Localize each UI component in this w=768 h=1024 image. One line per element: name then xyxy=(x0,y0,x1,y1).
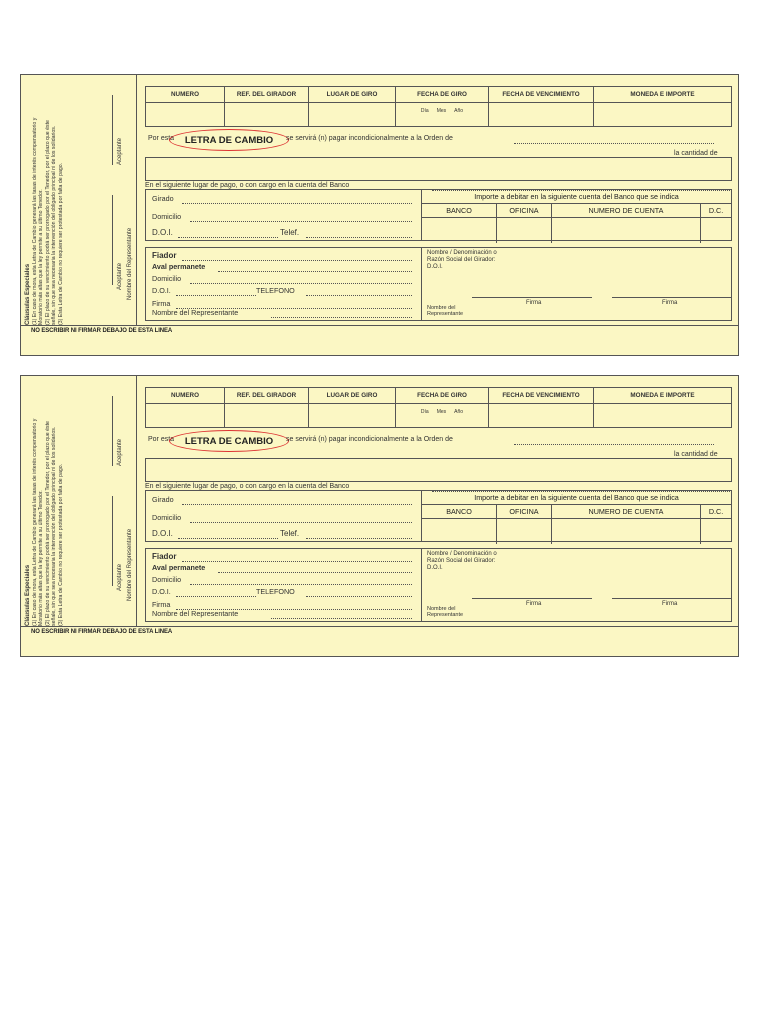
nombre-rep-line[interactable] xyxy=(271,618,412,619)
aval-line[interactable] xyxy=(218,271,412,272)
clause-1b: Moratorio más altas que la ley permite a su último Tenedor. xyxy=(38,490,45,626)
lugar-giro-cell[interactable] xyxy=(309,103,396,127)
nombre-del-label: Nombre del xyxy=(427,606,456,612)
bank-account-section xyxy=(421,190,731,240)
girado-line[interactable] xyxy=(182,504,412,505)
aceptante-label: Aceptante xyxy=(117,438,123,466)
clause-2b: señale, sin que sea necesaria la intervención del obligado principal ni de los solidarios. xyxy=(51,125,58,325)
fiador-box xyxy=(145,247,732,321)
aceptante-line xyxy=(112,396,113,466)
lugar-pago-label: En el siguiente lugar de pago, o con cargo en la cuenta del Banco xyxy=(145,182,350,189)
nombre-denominacion-label: Nombre / Denominación o xyxy=(427,551,497,557)
col-numero: NUMERO xyxy=(146,87,225,103)
clause-1a: (1) En caso de mora, esta Letra de Cambio generará las tasas de interés compensatorio y xyxy=(31,418,38,626)
fiador-label: Fiador xyxy=(152,251,177,260)
domicilio2-label: Domicilio xyxy=(152,575,182,584)
aval-line[interactable] xyxy=(218,572,412,573)
por-esta-label: Por esta xyxy=(148,436,175,443)
oficina-cell[interactable] xyxy=(497,519,552,545)
por-esta-label: Por esta xyxy=(148,135,175,142)
fiador-box xyxy=(145,548,732,622)
girado-box xyxy=(145,189,732,241)
domicilio-label: Domicilio xyxy=(152,212,182,221)
col-lugar-giro: LUGAR DE GIRO xyxy=(309,388,396,404)
doi2-label: D.O.I. xyxy=(152,286,171,295)
firma2-line[interactable] xyxy=(612,297,732,298)
letra-de-cambio-title: LETRA DE CAMBIO xyxy=(169,129,289,151)
domicilio-label: Domicilio xyxy=(152,513,182,522)
anio-label: Año xyxy=(454,409,464,415)
se-servira-label: se servirá (n) pagar incondicionalmente a la Orden de xyxy=(286,135,453,142)
moneda-importe-cell[interactable] xyxy=(594,103,732,127)
aval-label: Aval permanete xyxy=(152,262,206,271)
moneda-importe-cell[interactable] xyxy=(594,404,732,428)
la-cantidad-de-label: la cantidad de xyxy=(674,451,718,458)
nombre-rep-label: Nombre del Representante xyxy=(152,609,239,618)
stub xyxy=(21,376,137,626)
dia-label: Día xyxy=(420,108,429,114)
col-lugar-giro: LUGAR DE GIRO xyxy=(309,87,396,103)
amount-box[interactable] xyxy=(145,458,732,482)
fiador-line[interactable] xyxy=(182,260,412,261)
mes-label: Mes xyxy=(436,108,447,114)
doi2-line[interactable] xyxy=(176,596,256,597)
col-ref-girador: REF. DEL GIRADOR xyxy=(225,87,309,103)
dc-cell[interactable] xyxy=(701,218,732,244)
stub-representative-label: Nombre del Representante xyxy=(127,227,133,300)
girador-section xyxy=(421,248,678,320)
no-write-strip xyxy=(21,626,738,656)
lugar-pago-label: En el siguiente lugar de pago, o con cargo en la cuenta del Banco xyxy=(145,483,350,490)
fecha-vencimiento-cell[interactable] xyxy=(489,103,594,127)
ref-girador-cell[interactable] xyxy=(225,404,309,428)
bill-of-exchange-form-2 xyxy=(20,375,739,657)
representante-label: Representante xyxy=(427,311,464,317)
no-escribir-label: NO ESCRIBIR NI FIRMAR DEBAJO DE ESTA LINEA xyxy=(31,629,173,635)
col-fecha-giro: FECHA DE GIRO xyxy=(396,388,489,404)
col-numero: NUMERO xyxy=(146,388,225,404)
girado-box xyxy=(145,490,732,542)
domicilio-line[interactable] xyxy=(190,221,412,222)
banco-cell[interactable] xyxy=(422,519,497,545)
domicilio2-line[interactable] xyxy=(190,283,412,284)
col-fecha-vencimiento: FECHA DE VENCIMIENTO xyxy=(489,388,594,404)
clause-2a: (2) El plazo de su vencimiento podrá ser prorrogado por el Tenedor, por el plazo que éste xyxy=(44,421,51,626)
oficina-header: OFICINA xyxy=(497,505,552,519)
clauses-title: Cláusulas Especiales xyxy=(25,564,31,626)
firma-label: Firma xyxy=(152,600,171,609)
aval-label: Aval permanete xyxy=(152,563,206,572)
header-table xyxy=(145,86,732,127)
bank-account-table xyxy=(422,505,731,544)
aceptante-line xyxy=(112,95,113,165)
fecha-giro-cell[interactable] xyxy=(396,404,489,428)
ref-girador-cell[interactable] xyxy=(225,103,309,127)
dc-header: D.C. xyxy=(701,505,732,519)
firma-label: Firma xyxy=(152,299,171,308)
doi-label: D.O.I. xyxy=(152,228,173,237)
fecha-giro-cell[interactable] xyxy=(396,103,489,127)
importe-debitar-label: Importe a debitar en la siguiente cuenta del Banco que se indica xyxy=(422,190,731,204)
telefono-label: TELEFONO xyxy=(256,587,295,596)
stub xyxy=(21,75,137,325)
stub-representative-label: Nombre del Representante xyxy=(127,528,133,601)
firma1-line[interactable] xyxy=(472,297,592,298)
firma1-line[interactable] xyxy=(472,598,592,599)
fecha-vencimiento-cell[interactable] xyxy=(489,404,594,428)
doi-line[interactable] xyxy=(178,538,278,539)
banco-header: BANCO xyxy=(422,204,497,218)
clause-3: (3) Esta Letra de Cambio no requiere ser protestada por falta de pago. xyxy=(57,463,64,626)
doi3-label: D.O.I. xyxy=(427,264,443,270)
telef-line[interactable] xyxy=(306,538,412,539)
girador-section xyxy=(421,549,678,621)
telef-line[interactable] xyxy=(306,237,412,238)
main-area xyxy=(136,75,738,325)
numero-cuenta-cell[interactable] xyxy=(552,218,701,244)
firma1-label: Firma xyxy=(526,300,542,306)
firma2-label: Firma xyxy=(662,300,678,306)
domicilio2-label: Domicilio xyxy=(152,274,182,283)
col-fecha-vencimiento: FECHA DE VENCIMIENTO xyxy=(489,87,594,103)
nombre-del-label: Nombre del xyxy=(427,305,456,311)
clause-3: (3) Esta Letra de Cambio no requiere ser protestada por falta de pago. xyxy=(57,162,64,325)
header-table xyxy=(145,387,732,428)
numero-cell[interactable] xyxy=(146,103,225,127)
col-fecha-giro: FECHA DE GIRO xyxy=(396,87,489,103)
clauses-title: Cláusulas Especiales xyxy=(25,263,31,325)
girado-label: Girado xyxy=(152,495,174,504)
bank-account-section xyxy=(421,491,731,541)
amount-box[interactable] xyxy=(145,157,732,181)
special-clauses xyxy=(25,386,65,626)
doi3-label: D.O.I. xyxy=(427,565,443,571)
doi-line[interactable] xyxy=(178,237,278,238)
dc-header: D.C. xyxy=(701,204,732,218)
banco-cell[interactable] xyxy=(422,218,497,244)
doi-label: D.O.I. xyxy=(152,529,173,538)
doi2-label: D.O.I. xyxy=(152,587,171,596)
clause-2a: (2) El plazo de su vencimiento podrá ser prorrogado por el Tenedor, por el plazo que éste xyxy=(44,120,51,325)
no-escribir-label: NO ESCRIBIR NI FIRMAR DEBAJO DE ESTA LINEA xyxy=(31,328,173,334)
razon-social-label: Razón Social del Girador: xyxy=(427,257,496,263)
razon-social-label: Razón Social del Girador: xyxy=(427,558,496,564)
orden-de-line[interactable] xyxy=(514,444,714,445)
telef-label: Telef. xyxy=(280,228,300,237)
girado-line[interactable] xyxy=(182,203,412,204)
nombre-rep-label: Nombre del Representante xyxy=(152,308,239,317)
orden-de-line[interactable] xyxy=(514,143,714,144)
nombre-rep-line[interactable] xyxy=(271,317,412,318)
telefono-label: TELEFONO xyxy=(256,286,295,295)
letra-de-cambio-title: LETRA DE CAMBIO xyxy=(169,430,289,452)
nombre-denominacion-label: Nombre / Denominación o xyxy=(427,250,497,256)
telefono-line[interactable] xyxy=(306,295,412,296)
bill-of-exchange-form-1 xyxy=(20,74,739,356)
clause-2b: señale, sin que sea necesaria la intervención del obligado principal ni de los solidarios. xyxy=(51,426,58,626)
main-area xyxy=(136,376,738,626)
numero-cuenta-cell[interactable] xyxy=(552,519,701,545)
domicilio-line[interactable] xyxy=(190,522,412,523)
banco-header: BANCO xyxy=(422,505,497,519)
col-ref-girador: REF. DEL GIRADOR xyxy=(225,388,309,404)
aceptante-label: Aceptante xyxy=(117,137,123,165)
anio-label: Año xyxy=(454,108,464,114)
aceptante-line-2 xyxy=(112,496,113,586)
oficina-header: OFICINA xyxy=(497,204,552,218)
dc-cell[interactable] xyxy=(701,519,732,545)
no-write-strip xyxy=(21,325,738,355)
col-moneda-importe: MONEDA E IMPORTE xyxy=(594,388,732,404)
firma2-label: Firma xyxy=(662,601,678,607)
numero-cuenta-header: NUMERO DE CUENTA xyxy=(552,204,701,218)
clause-1a: (1) En caso de mora, esta Letra de Cambio generará las tasas de interés compensatorio y xyxy=(31,117,38,325)
telef-label: Telef. xyxy=(280,529,300,538)
doi2-line[interactable] xyxy=(176,295,256,296)
fiador-label: Fiador xyxy=(152,552,177,561)
girado-label: Girado xyxy=(152,194,174,203)
aceptante-label-2: Aceptante xyxy=(117,262,123,290)
representante-label: Representante xyxy=(427,612,464,618)
mes-label: Mes xyxy=(436,409,447,415)
clause-1b: Moratorio más altas que la ley permite a su último Tenedor. xyxy=(38,189,45,325)
numero-cell[interactable] xyxy=(146,404,225,428)
bank-account-table xyxy=(422,204,731,243)
lugar-giro-cell[interactable] xyxy=(309,404,396,428)
col-moneda-importe: MONEDA E IMPORTE xyxy=(594,87,732,103)
domicilio2-line[interactable] xyxy=(190,584,412,585)
special-clauses xyxy=(25,85,65,325)
firma2-line[interactable] xyxy=(612,598,732,599)
la-cantidad-de-label: la cantidad de xyxy=(674,150,718,157)
numero-cuenta-header: NUMERO DE CUENTA xyxy=(552,505,701,519)
telefono-line[interactable] xyxy=(306,596,412,597)
importe-debitar-label: Importe a debitar en la siguiente cuenta del Banco que se indica xyxy=(422,491,731,505)
se-servira-label: se servirá (n) pagar incondicionalmente a la Orden de xyxy=(286,436,453,443)
aceptante-line-2 xyxy=(112,195,113,285)
fiador-line[interactable] xyxy=(182,561,412,562)
oficina-cell[interactable] xyxy=(497,218,552,244)
aceptante-label-2: Aceptante xyxy=(117,563,123,591)
firma1-label: Firma xyxy=(526,601,542,607)
dia-label: Día xyxy=(420,409,429,415)
